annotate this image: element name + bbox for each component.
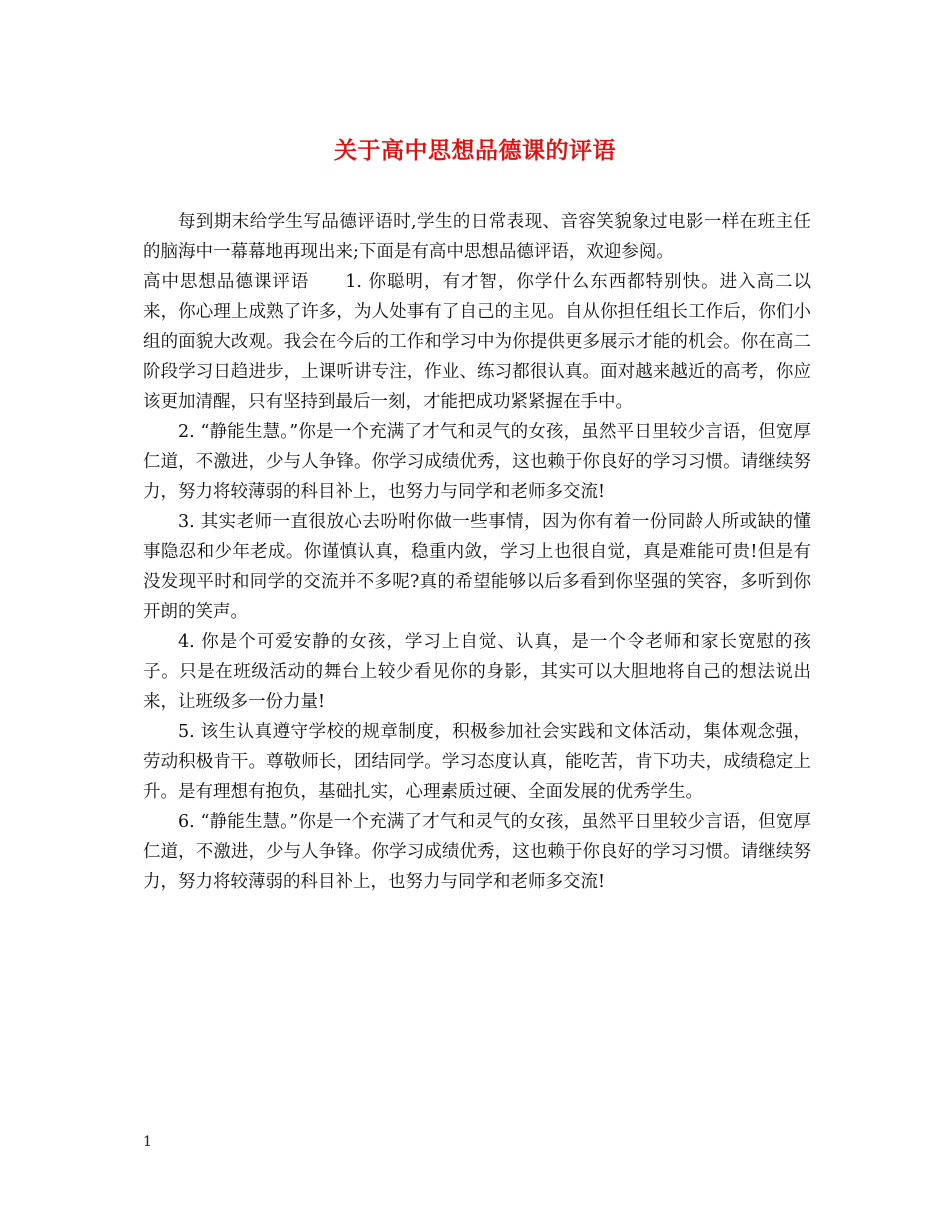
- intro-paragraph: 每到期末给学生写品德评语时,学生的日常表现、音容笑貌象过电影一样在班主任的脑海中一幕幕地再现出来;下面是有高中思想品德评语，欢迎参阅。: [143, 212, 811, 262]
- first-comment-paragraph: [143, 267, 811, 417]
- comment-item-2: 2. “静能生慧。”你是一个充满了才气和灵气的女孩，虽然平日里较少言语，但宽厚仁道，不激进，少与人争锋。你学习成绩优秀，这也赖于你良好的学习习惯。请继续努力，努力将较薄弱的科目补上，也努力与同学和老师多交流!: [143, 422, 811, 502]
- comment-item-4: 4. 你是个可爱安静的女孩，学习上自觉、认真，是一个令老师和家长宽慰的孩子。只是在班级活动的舞台上较少看见你的身影，其实可以大胆地将自己的想法说出来，让班级多一份力量!: [143, 632, 811, 712]
- comment-item-6: 6. “静能生慧。”你是一个充满了才气和灵气的女孩，虽然平日里较少言语，但宽厚仁道，不激进，少与人争锋。你学习成绩优秀，这也赖于你良好的学习习惯。请继续努力，努力将较薄弱的科目补上，也努力与同学和老师多交流!: [143, 812, 811, 892]
- comment-item-3: 3. 其实老师一直很放心去吩咐你做一些事情，因为你有着一份同龄人所或缺的懂事隐忍和少年老成。你谨慎认真，稳重内敛，学习上也很自觉，真是难能可贵!但是有没发现平时和同学的交流并不多呢?真的希望能够以后多看到你坚强的笑容，多听到你开朗的笑声。: [143, 512, 811, 622]
- section-heading: 高中思想品德课评语: [143, 272, 310, 292]
- comment-item-5: 5. 该生认真遵守学校的规章制度，积极参加社会实践和文体活动，集体观念强，劳动积极肯干。尊敬师长，团结同学。学习态度认真，能吃苦，肯下功夫，成绩稳定上升。是有理想有抱负，基础扎实，心理素质过硬、全面发展的优秀学生。: [143, 722, 811, 802]
- document-title: 关于高中思想品德课的评语: [334, 137, 616, 164]
- comment-item-1: 1. 你聪明，有才智，你学什么东西都特别快。进入高二以来，你心理上成熟了许多，为人处事有了自己的主见。自从你担任组长工作后，你们小组的面貌大改观。我会在今后的工作和学习中为你提供更多展示才能的机会。你在高二阶段学习日趋进步，上课听讲专注，作业、练习都很认真。面对越来越近的高考，你应该更加清醒，只有坚持到最后一刻，才能把成功紧紧握在手中。: [143, 272, 811, 412]
- page-number: 1: [143, 1134, 152, 1150]
- document-body: [143, 207, 811, 897]
